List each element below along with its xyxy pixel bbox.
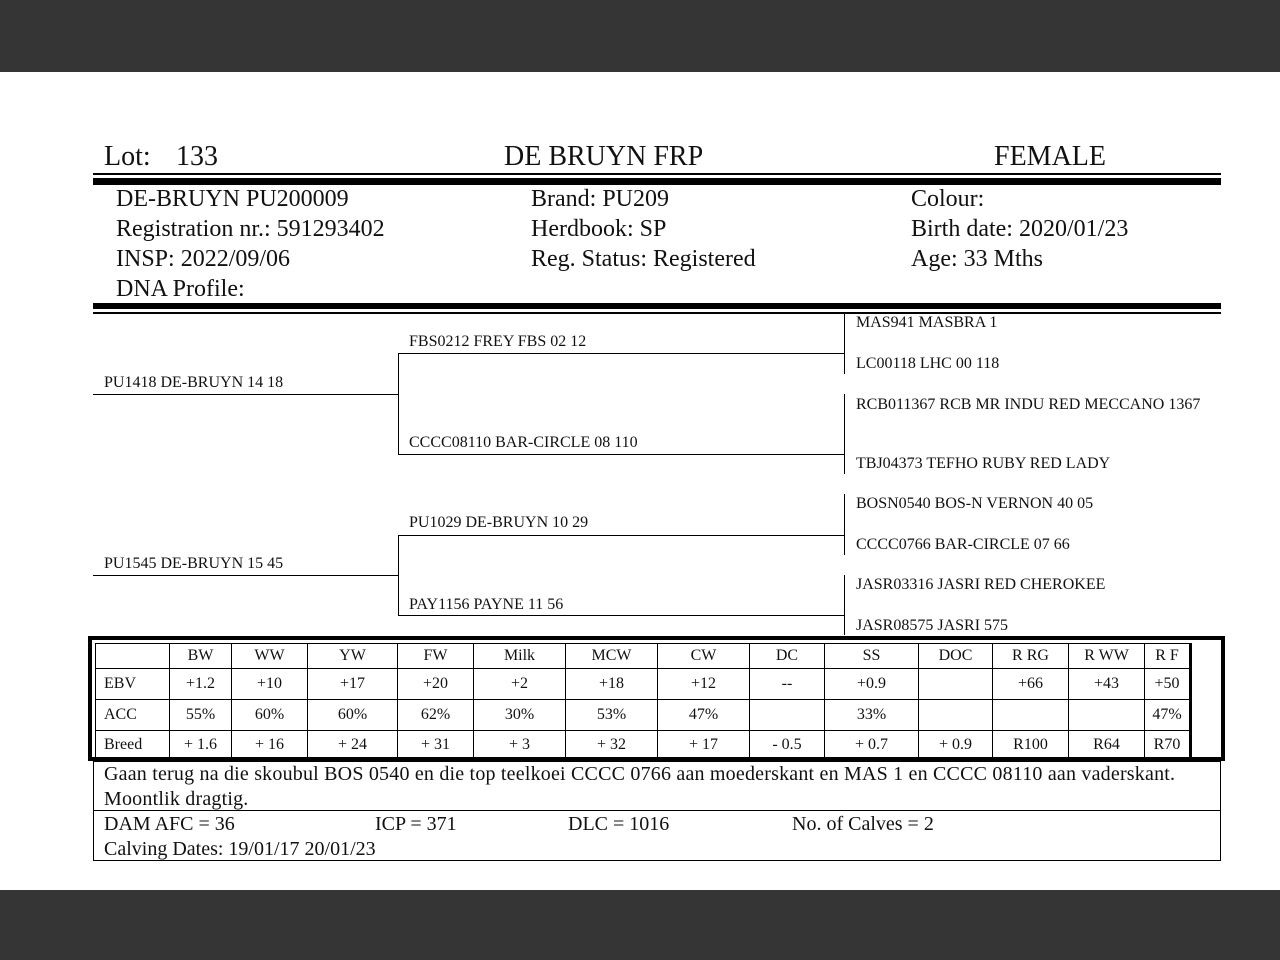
- animal-name: DE-BRUYN PU200009: [116, 186, 349, 212]
- calving-dates: Calving Dates: 19/01/17 20/01/23: [104, 838, 376, 860]
- dd-bracket: [844, 575, 845, 635]
- breed-cell: + 0.9: [919, 731, 993, 760]
- ebv-cell: +17: [308, 669, 398, 700]
- lot-number: 133: [176, 141, 218, 172]
- registration-status: Reg. Status: Registered: [531, 246, 756, 272]
- sire-sire-name: FBS0212 FREY FBS 02 12: [409, 333, 587, 350]
- sire-bracket: [398, 353, 399, 454]
- breed-row: [96, 731, 1191, 760]
- ebv-header-cell: DC: [750, 644, 825, 669]
- ds-bracket: [844, 494, 845, 555]
- acc-cell: 60%: [308, 700, 398, 731]
- ebv-cell: +1.2: [170, 669, 232, 700]
- sire-name: PU1418 DE-BRUYN 14 18: [104, 374, 284, 391]
- ebv-header-cell: FW: [398, 644, 474, 669]
- breed-cell: + 16: [232, 731, 308, 760]
- dam-afc: DAM AFC = 36: [104, 813, 235, 835]
- breed-cell: + 32: [566, 731, 658, 760]
- ebv-header-cell: CW: [658, 644, 750, 669]
- age: Age: 33 Mths: [911, 246, 1043, 272]
- registration-number: Registration nr.: 591293402: [116, 216, 385, 242]
- ebv-cell: +2: [474, 669, 566, 700]
- ebv-cell: +66: [993, 669, 1069, 700]
- ebv-row-label: EBV: [96, 669, 170, 700]
- ggp-8: JASR08575 JASRI 575: [856, 617, 1009, 634]
- bottom-dark-band: [0, 890, 1280, 960]
- ebv-header-cell: R WW: [1069, 644, 1145, 669]
- brand: Brand: PU209: [531, 186, 669, 212]
- dam-bracket: [398, 535, 399, 615]
- ebv-cell: --: [750, 669, 825, 700]
- ggp-4: TBJ04373 TEFHO RUBY RED LADY: [856, 455, 1111, 472]
- acc-row-label: ACC: [96, 700, 170, 731]
- dam-sire-name: PU1029 DE-BRUYN 10 29: [409, 514, 589, 531]
- breed-cell: + 0.7: [825, 731, 919, 760]
- ggp-6: CCCC0766 BAR-CIRCLE 07 66: [856, 536, 1070, 553]
- acc-cell: 53%: [566, 700, 658, 731]
- sire-dam-name: CCCC08110 BAR-CIRCLE 08 110: [409, 434, 638, 451]
- ggp-1: MAS941 MASBRA 1: [856, 314, 998, 331]
- insp-date: INSP: 2022/09/06: [116, 246, 291, 272]
- dam-sire-line: [398, 535, 844, 536]
- ebv-cell: +18: [566, 669, 658, 700]
- ebv-table: [95, 643, 1192, 760]
- ebv-header-cell: MCW: [566, 644, 658, 669]
- ebv-header-cell: DOC: [919, 644, 993, 669]
- ggp-2: LC00118 LHC 00 118: [856, 355, 1000, 372]
- breed-cell: + 1.6: [170, 731, 232, 760]
- acc-cell: 62%: [398, 700, 474, 731]
- ebv-header-cell: [96, 644, 170, 669]
- ebv-cell: +20: [398, 669, 474, 700]
- sire-line: [93, 394, 398, 395]
- ebv-row: [96, 669, 1191, 700]
- acc-cell: 30%: [474, 700, 566, 731]
- breed-cell: R70: [1145, 731, 1191, 760]
- top-dark-band: [0, 0, 1280, 72]
- ebv-header-row: [96, 644, 1191, 669]
- ggp-7: JASR03316 JASRI RED CHEROKEE: [856, 576, 1106, 593]
- breed-cell: + 3: [474, 731, 566, 760]
- number-of-calves: No. of Calves = 2: [792, 813, 934, 835]
- ebv-header-cell: R RG: [993, 644, 1069, 669]
- ss-bracket: [844, 313, 845, 374]
- dam-dam-line: [398, 615, 844, 616]
- acc-row: [96, 700, 1191, 731]
- dam-dam-name: PAY1156 PAYNE 11 56: [409, 596, 564, 613]
- ebv-cell: +10: [232, 669, 308, 700]
- info-rule-thick: [93, 303, 1221, 309]
- breed-cell: R64: [1069, 731, 1145, 760]
- acc-cell: [993, 700, 1069, 731]
- ebv-header-cell: BW: [170, 644, 232, 669]
- icp: ICP = 371: [375, 813, 457, 835]
- acc-cell: 60%: [232, 700, 308, 731]
- breeder-name: DE BRUYN FRP: [504, 141, 704, 172]
- header-rule-thin: [93, 173, 1221, 175]
- dlc: DLC = 1016: [568, 813, 670, 835]
- acc-cell: 47%: [1145, 700, 1191, 731]
- comment-text: Gaan terug na die skoubul BOS 0540 en die top teelkoei CCCC 0766 aan moederskant en MAS 1 en CCCC 08110 aan vaderskant. Moontlik dragtig.: [104, 763, 1176, 810]
- ebv-cell: +0.9: [825, 669, 919, 700]
- colour: Colour:: [911, 186, 985, 212]
- dam-name: PU1545 DE-BRUYN 15 45: [104, 555, 284, 572]
- acc-cell: [750, 700, 825, 731]
- acc-cell: 55%: [170, 700, 232, 731]
- herdbook: Herdbook: SP: [531, 216, 667, 242]
- breed-row-label: Breed: [96, 731, 170, 760]
- lot-label: Lot:: [104, 141, 151, 172]
- acc-cell: 47%: [658, 700, 750, 731]
- ebv-cell: [919, 669, 993, 700]
- breed-cell: R100: [993, 731, 1069, 760]
- header-rule-thick: [93, 178, 1221, 185]
- info-rule-thin: [93, 312, 1221, 314]
- ggp-5: BOSN0540 BOS-N VERNON 40 05: [856, 495, 1094, 512]
- acc-cell: [1069, 700, 1145, 731]
- ebv-header-cell: SS: [825, 644, 919, 669]
- dam-line: [93, 575, 398, 576]
- ebv-cell: +50: [1145, 669, 1191, 700]
- sex-label: FEMALE: [994, 141, 1106, 172]
- birth-date: Birth date: 2020/01/23: [911, 216, 1129, 242]
- ebv-cell: +43: [1069, 669, 1145, 700]
- dna-profile: DNA Profile:: [116, 276, 245, 302]
- breed-cell: + 17: [658, 731, 750, 760]
- ebv-header-cell: WW: [232, 644, 308, 669]
- sire-dam-line: [398, 454, 844, 455]
- sd-bracket: [844, 394, 845, 474]
- ebv-header-cell: YW: [308, 644, 398, 669]
- sire-sire-line: [398, 353, 844, 354]
- acc-cell: 33%: [825, 700, 919, 731]
- acc-cell: [919, 700, 993, 731]
- breed-cell: + 24: [308, 731, 398, 760]
- ebv-cell: +12: [658, 669, 750, 700]
- ebv-header-cell: R F: [1145, 644, 1191, 669]
- ggp-3: RCB011367 RCB MR INDU RED MECCANO 1367: [856, 396, 1201, 413]
- breed-cell: + 31: [398, 731, 474, 760]
- ebv-header-cell: Milk: [474, 644, 566, 669]
- breed-cell: - 0.5: [750, 731, 825, 760]
